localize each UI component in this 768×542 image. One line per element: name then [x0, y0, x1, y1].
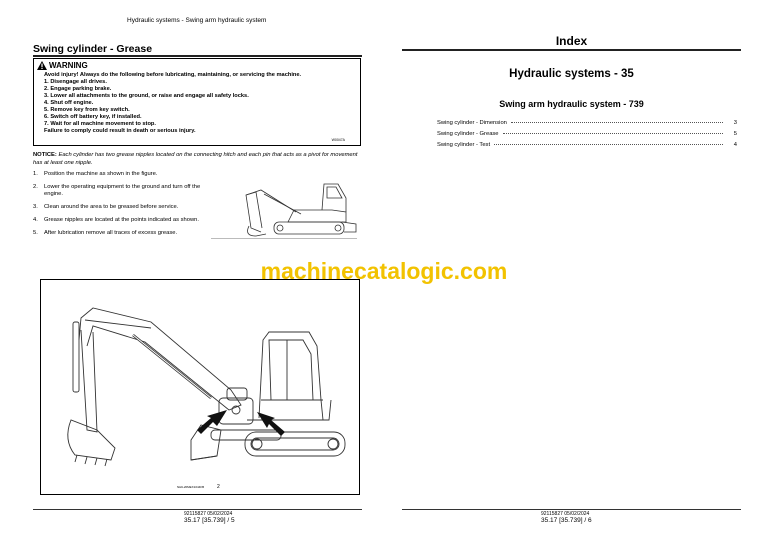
footer-page-left: 35.17 [35.739] / 5 — [184, 517, 235, 524]
title-rule — [33, 55, 362, 57]
grease-points-figure — [40, 279, 360, 495]
footer-doc-right: 92115827 05/02/2024 — [541, 511, 590, 517]
index-entry[interactable]: Swing cylinder - Grease 5 — [437, 131, 737, 137]
index-title-rule — [402, 49, 741, 51]
footer-rule-right — [402, 509, 741, 510]
step-item: 3. Clean around the area to be greased before service. — [33, 204, 179, 210]
step-item: 5. After lubrication remove all traces of excess grease. — [33, 230, 178, 236]
warning-triangle-icon — [37, 61, 47, 70]
warning-line: 1. Disengage all drives. — [44, 79, 107, 85]
procedure-steps — [33, 171, 203, 243]
warning-line: 6. Switch off battery key, if installed. — [44, 114, 142, 120]
warning-box — [33, 58, 361, 146]
figure-code: NHIL20MEX1044FB — [177, 485, 205, 489]
index-entry[interactable]: Swing cylinder - Dimension 3 — [437, 120, 737, 126]
section-title: Swing cylinder - Grease — [33, 43, 153, 55]
warning-line: Failure to comply could result in death or serious injury. — [44, 128, 196, 134]
warning-line: 5. Remove key from key switch. — [44, 107, 130, 113]
index-section-heading: Swing arm hydraulic system - 739 — [499, 99, 644, 109]
warning-line: 4. Shut off engine. — [44, 100, 94, 106]
index-title: Index — [555, 34, 588, 48]
watermark-text: machinecatalogic.com — [260, 258, 508, 284]
warning-body — [44, 72, 344, 135]
warning-line: 3. Lower all attachments to the ground, or raise and engage all safety locks. — [44, 93, 249, 99]
warning-line: 2. Engage parking brake. — [44, 86, 112, 92]
excavator-side-view-illustration — [41, 280, 359, 480]
step-item: 1. Position the machine as shown in the figure. — [33, 171, 158, 177]
warning-line: 7. Wait for all machine movement to stop. — [44, 121, 156, 127]
footer-doc-left: 92115827 05/02/2024 — [184, 511, 233, 517]
footer-rule-left — [33, 509, 362, 510]
notice-paragraph — [33, 152, 363, 167]
notice-label: NOTICE: — [33, 152, 57, 158]
figure-number: 2 — [217, 484, 220, 490]
running-header: Hydraulic systems - Swing arm hydraulic system — [127, 17, 267, 24]
warning-header — [37, 61, 88, 70]
index-chapter-heading: Hydraulic systems - 35 — [509, 68, 634, 80]
warning-line: Avoid injury! Always do the following before lubricating, maintaining, or servicing the machine. — [44, 72, 302, 78]
step-item: 4. Grease nipples are located at the points indicated as shown. — [33, 217, 200, 223]
footer-page-right: 35.17 [35.739] / 6 — [541, 517, 592, 524]
excavator-position-figure — [206, 170, 362, 245]
index-entry[interactable]: Swing cylinder - Test 4 — [437, 142, 737, 148]
warning-code: W0047A — [331, 138, 345, 142]
step-item: 2. Lower the operating equipment to the ground and turn off the engine. — [33, 184, 201, 197]
notice-text: Each cylinder has two grease nipples located on the connecting hitch and each pin that acts as a pivot for movement has at least one nipple. — [33, 152, 358, 166]
warning-label: WARNING — [49, 61, 88, 70]
